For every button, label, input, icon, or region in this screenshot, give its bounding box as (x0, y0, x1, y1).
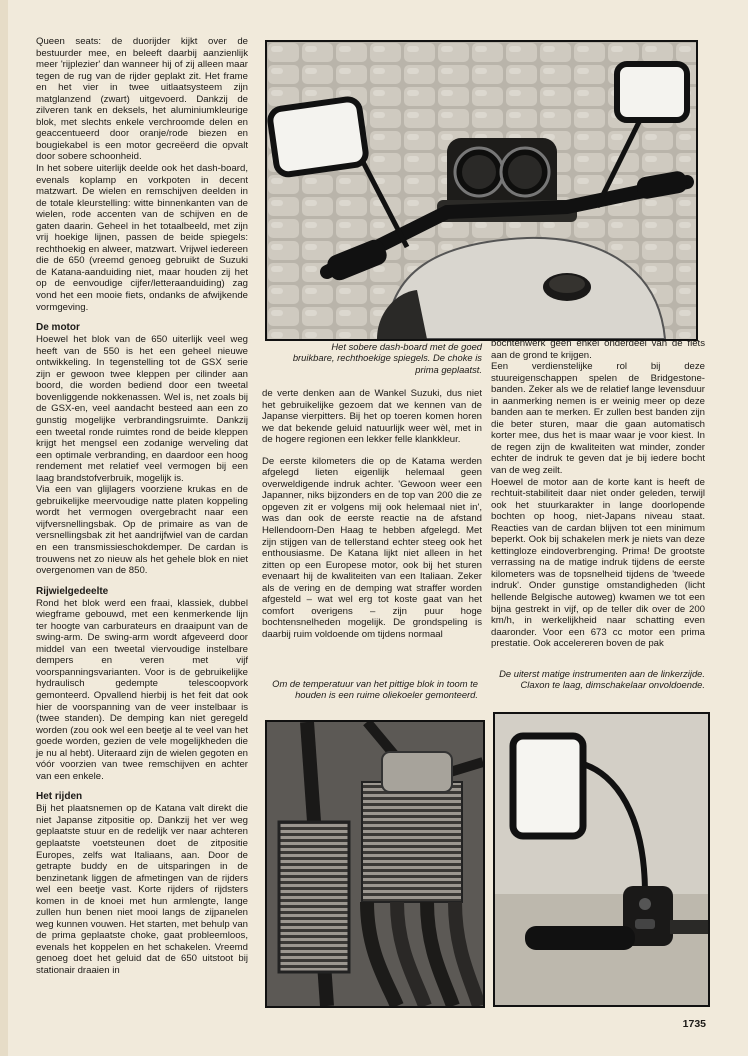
paragraph: Via een van glijlagers voorziene krukas en de gebruikelijke meervoudige natte platen koppeling wordt het vermogen overgebracht naar een vijfversnellingsbak. Op de primaire as van de versnellingsbak zit het aandrijfwiel van de cardan en een transmissieschokdemper. De cardan is trouwens net zo nieuw als het gehele blok en niet overgenomen van de 850. (36, 484, 248, 577)
dashboard-photo (265, 40, 698, 341)
text-column-2 (262, 388, 482, 640)
mirror-switchgear-photo (493, 712, 710, 1007)
caption-oil-cooler: Om de temperatuur van het pittige blok in toom te houden is een ruime oliekoeler gemonteerd. (272, 678, 478, 701)
section-heading-motor: De motor (36, 322, 80, 334)
paragraph: Bij het plaatsnemen op de Katana valt direkt die niet Japanse zitpositie op. Dankzij het ver weg geplaatste stuur en de redelijk ver naar achteren geplaatste voetsteunen doet de zitpositie Europes, zelfs wat Italiaans, aan. Door de getrapte buddy en de uitsparingen in de benzinetank liggen de afmetingen van de rijders wel een beetje vast. Korte rijders of rijdsters komen in de knoei met hun armlengte, lange zullen hun benen niet mooi langs de zijpanelen weg kunnen vouwen. Het starten, met behulp van de prima geplaatste choke, gaat probleemloos, evenals het koppelen en het schakelen. Vreemd genoeg doet het geluid dat de 650 uitstoot bij stationair draaien in (36, 803, 248, 977)
page-edge (0, 0, 8, 1056)
section-heading-rijden: Het rijden (36, 791, 83, 803)
paragraph: bochtenwerk geen enkel onderdeel van de fiets aan de grond te krijgen. (491, 338, 705, 361)
caption-instruments: De uiterst matige instrumenten aan de linkerzijde. Claxon te laag, dimschakelaar onvoldoende. (499, 668, 705, 691)
engine-photo (265, 720, 485, 1008)
text-column-1 (36, 36, 248, 977)
paragraph: Rond het blok werd een fraai, klassiek, dubbel wiegframe gebouwd, met een kenmerkende lijn ter hoogte van carburateurs en draaipunt van de swing-arm. De swing-arm wordt afgeveerd door middel van een tweetal viervoudige instelbare dempers en veren met vijf voorspanningsvarianten. Voor is de gebruikelijke hydraulisch gedempte telescoopvork gemonteerd. Opvallend hierbij is het feit dat ook hier de voorspanning van de veer instelbaar is (twee standen). De demping kan niet geregeld worden (zou ook wel een beetje al te veel van het goede worden, gezien de vele mogelijkheden die je nu al hebt). Uiteraard zijn de wielen gegoten en vóór voorzien van twee remschijven en achter van een enkele. (36, 597, 248, 782)
paragraph: De eerste kilometers die op de Katama werden afgelegd lieten eigenlijk helemaal geen overweldigende indruk achter. 'Gewoon weer een Japanner, niks bijzonders en de top van 200 die ze opgeven zit er volgens mij ook helemaal niet in', was dan ook de eerste reactie na de afstand Hellendoorn-Den Haag te hebben afgelegd. Met zijn stijgen van de tellerstand echter steeg ook het enthousiasme. De Katana lijkt niet alleen in het zitten op een Europese motor, ook bij het sturen evenaart hij de kwaliteiten van een Italiaan. Zeker als de vering en de demping wat straffer worden afgesteld – wat wel erg tot koste gaat van het comfort overigens – zijn puur hoge bochtensnelheden mogelijk. De grondspeling is daarbij ruim voldoende om tijdens normaal (262, 455, 482, 640)
page-number: 1735 (682, 1018, 706, 1030)
section-heading-rijwielgedeelte: Rijwielgedeelte (36, 585, 109, 597)
paragraph: de verte denken aan de Wankel Suzuki, dus niet het gebruikelijke gezoem dat we kennen van de Japanse vierpitters. Bij het op toeren komen horen we dat bekende geluid natuurlijk weer wèl, met in de hogere regionen een lekker felle klankkleur. (262, 388, 482, 446)
paragraph: Queen seats: de duorijder kijkt over de bestuurder mee, en beleeft daarbij aanzienlijk meer 'rijplezier' dan wanneer hij of zij alleen maar tegen de rug van de rijder geplakt zit. Het frame en het vier in twee uitlaatsysteem zijn matglanzend (zwart) uitgevoerd. Dankzij de zilveren tank en deksels, het aluminiumkleurige blok, met slechts enkele verchroomde delen en geaccentueerd door oranje/rode biezen en bougiekabel is een motor gecreëerd die opvalt door sobere schoonheid. (36, 36, 248, 163)
text-column-3 (491, 338, 705, 650)
paragraph: Hoewel de motor aan de korte kant is heeft de rechtuit-stabiliteit daar niet onder geleden, terwijl ook het stuurkarakter in lange doorlopende bochten op hoog, niet-Japans niveau staat. Reacties van de cardan blijven tot een minimum beperkt. Ook bij schakelen merk je niets van deze kettingloze eindoverbrenging. Prima! De grootste verrassing na de matige indruk tijdens de eerste kilometers was de topsnelheid tijdens de 'tweede indruk'. Onder gunstige omstandigheden (licht hellende Belgische autoweg) kwamen we tot een bijna gestrekt in vijf, op de teller dik over de 200 km/h, in werkelijkheid naar schatting even daaronder. Voor een 673 cc motor een prima prestatie. Ook accelereren boven de pak (491, 476, 705, 650)
paragraph: Hoewel het blok van de 650 uiterlijk veel weg heeft van de 550 is het een geheel nieuwe ontwikkeling. In tegenstelling tot de GSX serie zijn er gewoon twee kleppen per cilinder aan boord, die worden bediend door een tweetal bovenliggende nokkenassen. Wel is, net zoals bij de GSX-en, veel aandacht besteed aan een zo gunstig mogelijke verbrandingsruimte. Dankzij een tweetal ronde ruimtes rond de beide kleppen krijgt het mengsel een zodanige werveling dat een optimale verbranding, en daardoor een hoog rendement met relatief veel vermogen bij een laag brandstofverbruik, mogelijk is. (36, 334, 248, 484)
paragraph: Een verdienstelijke rol bij deze stuureigenschappen spelen de Bridgestone-banden. Zeker als we de relatief lange levensduur in aanmerking nemen is er weinig meer op deze banden aan te merken. Er zullen best banden zijn die beter sturen, maar die gaan automatisch korter mee, dus het is maar waar je voor kiest. In de regen zijn de kwaliteiten wat minder, zonder echter de indruk te geven dat je bij iedere bocht van de weg zeilt. (491, 361, 705, 477)
caption-dashboard: Het sobere dash-board met de goed bruikbare, rechthoekige spiegels. De choke is prima geplaatst. (292, 341, 482, 375)
paragraph: In het sobere uiterlijk deelde ook het dash-board, evenals koplamp en vorkpoten in decent matzwart. De wielen en remschijven deelden in de totale kleurstelling: witte binnenkanten van de wielen, rode accenten van de schijven en de gaten daarin. Geheel in het totaalbeeld, met zijn vrij hoekige lijnen, passen de beide spiegels: rechthoekig en alweer, matzwart. Vrijwel iedereen die de 650 (vreemd genoeg gebruikt de Suzuki de Katana-aanduiding niet, maar houden zij het op de eenvoudige cijfer/letteraanduiding) zag vond het een mooie fiets, ondanks de afwijkende vormgeving. (36, 163, 248, 313)
